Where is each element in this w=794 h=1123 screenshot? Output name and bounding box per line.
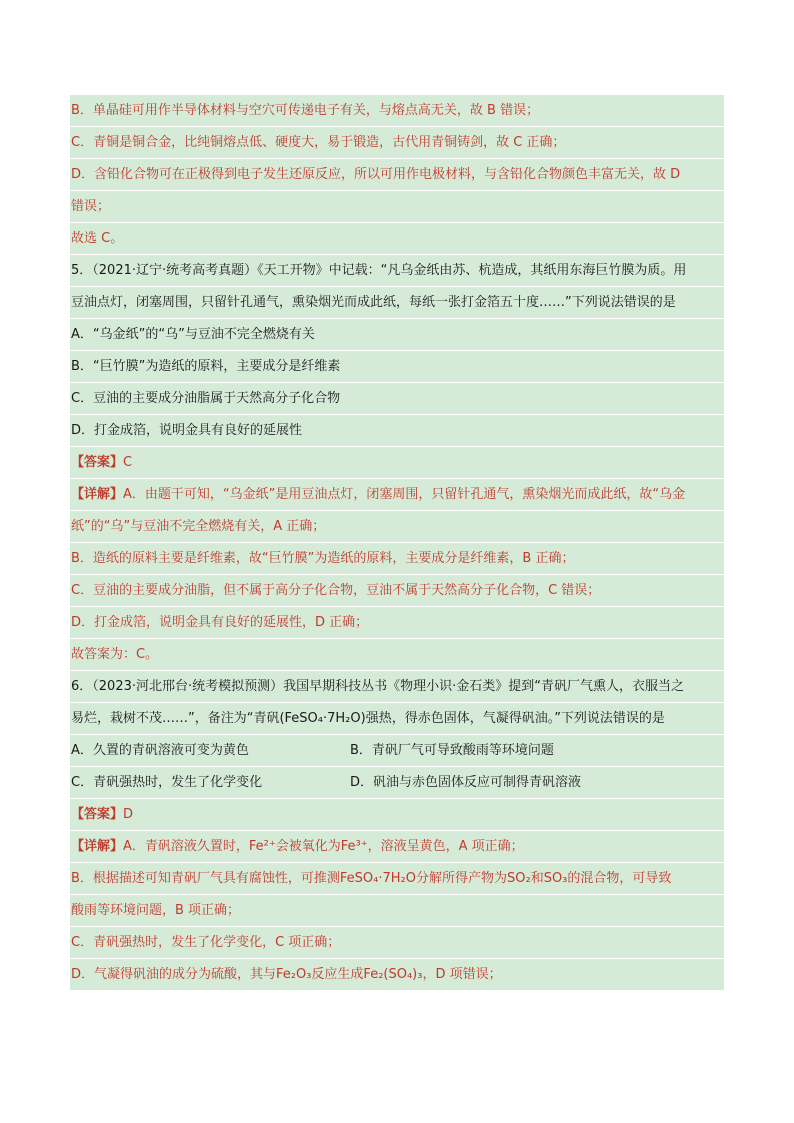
conclusion-line: 故选 C。 — [70, 223, 724, 255]
question-5-stem: 豆油点灯，闭塞周围，只留针孔通气，熏染烟光而成此纸，每纸一张打金箔五十度……”下列说法错误的是 — [70, 287, 724, 319]
question-6-option-c: C．青矾强热时，发生了化学变化 — [71, 775, 263, 790]
answer-6 — [70, 799, 724, 831]
question-5-stem: 5．（2021·辽宁·统考高考真题）《天工开物》中记载：“凡乌金纸由苏、杭造成，其纸用东海巨竹膜为质。用 — [70, 255, 724, 287]
detail-tag: 【详解】 — [71, 839, 124, 854]
detail-line: 酸雨等环境问题，B 项正确； — [70, 895, 724, 927]
question-6-option-d: D．矾油与赤色固体反应可制得青矾溶液 — [350, 775, 582, 790]
question-6-option-b: B．青矾厂气可导致酸雨等环境问题 — [350, 743, 554, 758]
answer-5 — [70, 447, 724, 479]
answer-value: D — [123, 807, 134, 822]
detail-5 — [70, 479, 724, 511]
analysis-line: 错误； — [70, 191, 724, 223]
question-6-options-row — [70, 735, 724, 767]
question-6-options-row — [70, 767, 724, 799]
detail-text: A．青矾溶液久置时，Fe²⁺会被氧化为Fe³⁺，溶液呈黄色，A 项正确； — [123, 839, 524, 854]
analysis-line: C．青铜是铜合金，比纯铜熔点低、硬度大，易于锻造，古代用青铜铸剑，故 C 正确； — [70, 127, 724, 159]
question-5-option-c: C．豆油的主要成分油脂属于天然高分子化合物 — [70, 383, 724, 415]
question-6-stem: 6．（2023·河北邢台·统考模拟预测）我国早期科技丛书《物理小识·金石类》提到“青矾厂气熏人，衣服当之 — [70, 671, 724, 703]
analysis-line: D．含铅化合物可在正极得到电子发生还原反应，所以可用作电极材料，与含铅化合物颜色丰富无关，故 D — [70, 159, 724, 191]
detail-line: D．气凝得矾油的成分为硫酸，其与Fe₂O₃反应生成Fe₂(SO₄)₃，D 项错误； — [70, 959, 724, 991]
detail-line: B．根据描述可知青矾厂气具有腐蚀性，可推测FeSO₄·7H₂O分解所得产物为SO₂和SO₃的混合物，可导致 — [70, 863, 724, 895]
detail-6 — [70, 831, 724, 863]
detail-tag: 【详解】 — [71, 487, 124, 502]
conclusion-line: 故答案为：C。 — [70, 639, 724, 671]
question-6-stem: 易烂，栽树不茂……”，备注为“青矾(FeSO₄·7H₂O)强热，得赤色固体，气凝得矾油。”下列说法错误的是 — [70, 703, 724, 735]
detail-line: B．造纸的原料主要是纤维素，故“巨竹膜”为造纸的原料，主要成分是纤维素，B 正确； — [70, 543, 724, 575]
detail-line: C．豆油的主要成分油脂，但不属于高分子化合物，豆油不属于天然高分子化合物，C 错误； — [70, 575, 724, 607]
detail-text: A．由题干可知，“乌金纸”是用豆油点灯，闭塞周围，只留针孔通气，熏染烟光而成此纸，故“乌金 — [123, 487, 686, 502]
question-5-option-b: B．“巨竹膜”为造纸的原料，主要成分是纤维素 — [70, 351, 724, 383]
question-6-option-a: A．久置的青矾溶液可变为黄色 — [71, 743, 249, 758]
detail-line: D．打金成箔，说明金具有良好的延展性，D 正确； — [70, 607, 724, 639]
analysis-line: B．单晶硅可用作半导体材料与空穴可传递电子有关，与熔点高无关，故 B 错误； — [70, 95, 724, 127]
detail-line: C．青矾强热时，发生了化学变化，C 项正确； — [70, 927, 724, 959]
detail-line: 纸”的“乌”与豆油不完全燃烧有关，A 正确； — [70, 511, 724, 543]
answer-tag: 【答案】 — [71, 807, 124, 822]
answer-tag: 【答案】 — [71, 455, 124, 470]
answer-sheet — [70, 95, 724, 991]
question-5-option-d: D．打金成箔，说明金具有良好的延展性 — [70, 415, 724, 447]
question-5-option-a: A．“乌金纸”的“乌”与豆油不完全燃烧有关 — [70, 319, 724, 351]
answer-value: C — [123, 455, 133, 470]
